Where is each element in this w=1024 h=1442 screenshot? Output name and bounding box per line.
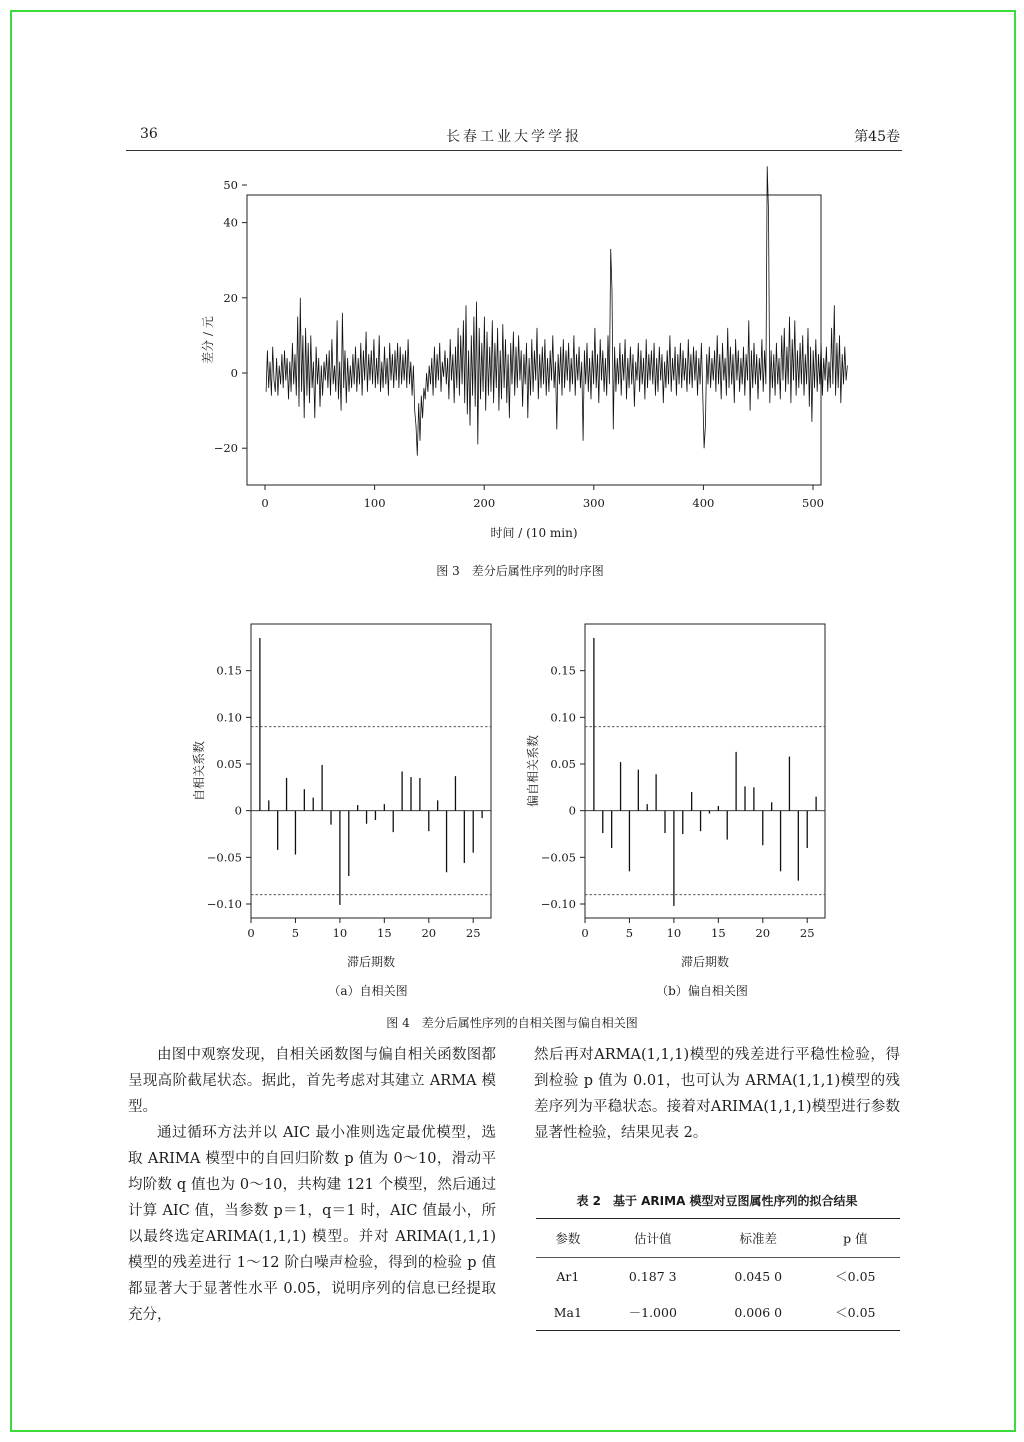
x-tick-label: 20 [421, 926, 437, 940]
acf-subcaption: （a）自相关图 [328, 984, 408, 998]
volume-label: 第45卷 [854, 129, 900, 145]
column-header: p 值 [811, 1219, 900, 1258]
x-tick-label: 10 [666, 926, 682, 940]
table2 [536, 1218, 900, 1331]
pacf-subcaption: （b）偏自相关图 [656, 984, 748, 998]
paragraph: 然后再对ARMA(1,1,1)模型的残差进行平稳性检验，得到检验 p 值为 0.01，也可认为 ARMA(1,1,1)模型的残差序列为平稳状态。接着对ARIMA(1,1,1)模型进行参数显著性检验，结果见表 2。 [534, 1047, 900, 1141]
table-cell: Ma1 [536, 1294, 600, 1331]
running-header [126, 124, 902, 151]
x-tick-label: 15 [377, 926, 392, 940]
x-tick-label: 400 [692, 496, 715, 510]
x-tick-label: 100 [363, 496, 386, 510]
page-number: 36 [140, 126, 158, 142]
x-tick-label: 500 [802, 496, 824, 510]
y-tick-label: 0 [230, 366, 238, 380]
y-axis-label: 偏自相关系数 [526, 734, 540, 808]
x-axis-label: 时间 / (10 min) [490, 526, 578, 540]
table-cell: Ar1 [556, 1268, 580, 1284]
paragraph: 通过循环方法并以 AIC 最小准则选定最优模型，选取 ARIMA 模型中的自回归阶数 p 值为 0～10，滑动平均阶数 q 值也为 0～10，共构建 121 个模型，然后通过计算 AIC 值，当参数 p＝1，q＝1 时，AIC 值最小，所以最终选定ARIMA(1,1,1) 模型。并对 ARIMA(1,1,1)模型的残差进行 1～12 阶白噪声检验，得到的检验 p 值都显著大于显著性水平 0.05，说明序列的信息已经提取充分， [128, 1125, 496, 1323]
x-axis-label: 滞后期数 [346, 955, 396, 969]
table-cell: 0.187 3 [628, 1268, 677, 1284]
y-tick-label: −0.05 [540, 850, 576, 865]
y-tick-label: 0 [568, 803, 576, 818]
y-tick-label: 0.15 [216, 663, 242, 678]
series-line [266, 166, 847, 456]
x-axis-label: 滞后期数 [680, 955, 730, 969]
x-tick-label: 5 [291, 926, 300, 940]
x-tick-label: 25 [465, 926, 481, 940]
acf-chart [186, 616, 506, 969]
body-right-column [534, 1042, 900, 1146]
column-header: 参数 [536, 1219, 600, 1258]
plot-frame [251, 624, 491, 918]
table-cell: ＜0.05 [811, 1294, 900, 1331]
y-tick-label: 20 [223, 290, 238, 305]
figure3-caption: 图 3 差分后属性序列的时序图 [436, 564, 604, 578]
x-tick-label: 5 [625, 926, 634, 940]
journal-title: 长春工业大学学报 [446, 129, 582, 145]
pacf-chart [520, 616, 840, 969]
figure4-caption: 图 4 差分后属性序列的自相关图与偏自相关图 [386, 1016, 638, 1030]
y-tick-label: −0.10 [206, 897, 242, 911]
plot-frame [247, 195, 821, 485]
table-cell: 0.006 0 [706, 1294, 811, 1331]
y-tick-label: 0.05 [216, 757, 242, 771]
x-tick-label: 300 [582, 496, 605, 510]
y-tick-label: −0.10 [540, 897, 576, 911]
y-tick-label: 50 [223, 178, 238, 192]
x-tick-label: 10 [332, 926, 348, 940]
y-axis-label: 自相关系数 [192, 740, 206, 802]
y-axis-label: 差分 / 元 [201, 316, 215, 364]
x-tick-label: 0 [581, 926, 589, 940]
table2-title: 表 2 基于 ARIMA 模型对豆图属性序列的拟合结果 [576, 1194, 858, 1208]
x-tick-label: 25 [799, 926, 815, 940]
paragraph: 由图中观察发现，自相关函数图与偏自相关函数图都呈现高阶截尾状态。据此，首先考虑对其建立 ARMA 模型。 [128, 1047, 496, 1115]
time-series-chart [190, 178, 850, 545]
table-cell: ＜0.05 [835, 1269, 876, 1284]
table-row [536, 1294, 900, 1331]
x-tick-label: 0 [261, 496, 269, 510]
x-tick-label: 20 [755, 926, 771, 940]
y-tick-label: −0.05 [206, 850, 242, 865]
x-tick-label: 0 [247, 926, 255, 940]
y-tick-label: 0.10 [550, 710, 576, 725]
y-tick-label: 0.10 [216, 710, 242, 725]
y-tick-label: 0 [234, 803, 242, 818]
x-tick-label: 15 [711, 926, 726, 940]
table-cell: －1.000 [600, 1294, 706, 1331]
y-tick-label: 40 [223, 215, 238, 230]
body-left-column [128, 1042, 496, 1328]
column-header: 标准差 [706, 1219, 811, 1258]
table-row [536, 1258, 900, 1295]
column-header: 估计值 [600, 1219, 706, 1258]
y-tick-label: 0.15 [550, 663, 576, 678]
y-tick-label: 0.05 [550, 757, 576, 771]
y-tick-label: −20 [213, 441, 238, 456]
table-cell: 0.045 0 [734, 1268, 783, 1284]
x-tick-label: 200 [473, 496, 496, 510]
